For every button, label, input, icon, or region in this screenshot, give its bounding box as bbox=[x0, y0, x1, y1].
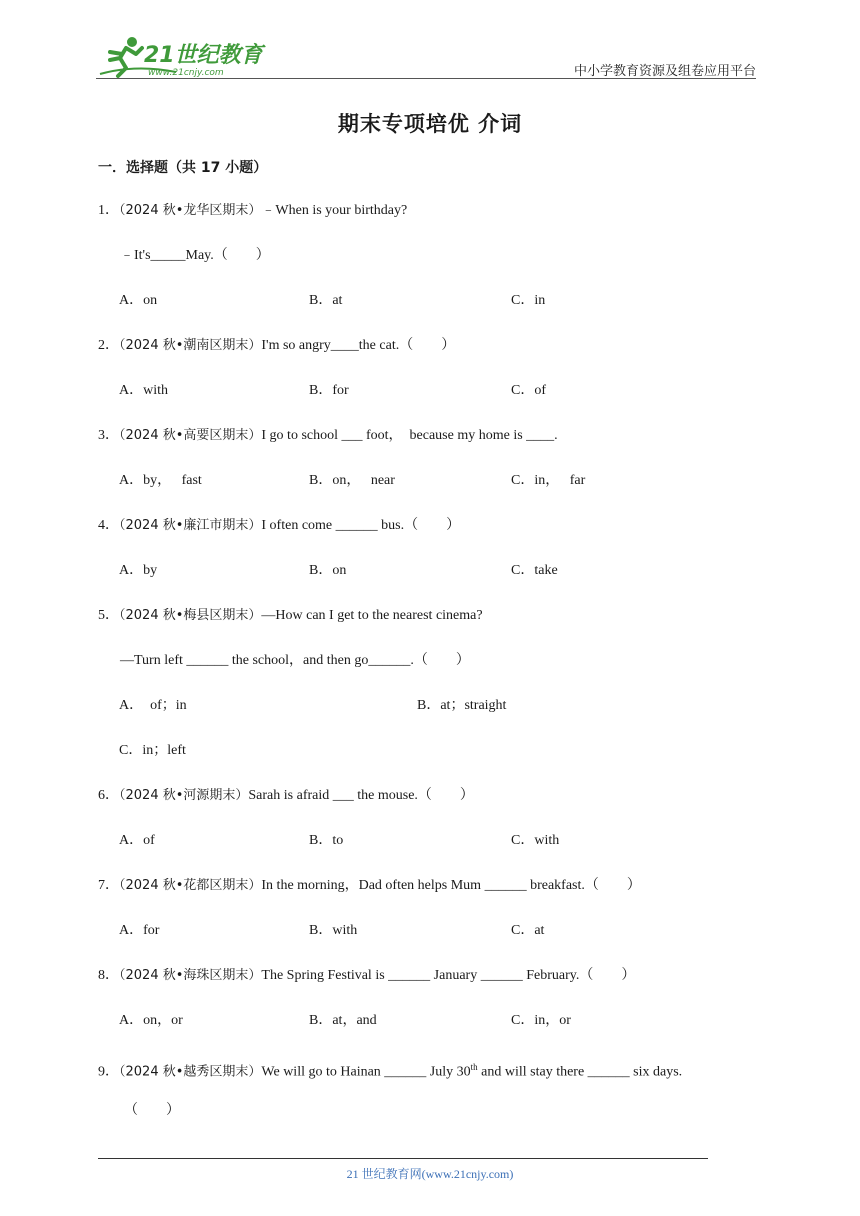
question-9 bbox=[98, 1058, 682, 1082]
option-b[interactable]: B．on， near bbox=[309, 473, 395, 488]
option-b[interactable]: B．on bbox=[309, 563, 347, 578]
question-source: （2024 秋•潮南区期末） bbox=[119, 338, 262, 353]
ordinal-suffix: th bbox=[470, 1062, 478, 1072]
question-source: （2024 秋•廉江市期末） bbox=[119, 518, 262, 533]
question-stem: We will go to Hainan ______ July 30 bbox=[261, 1064, 471, 1080]
footer-link[interactable]: 21 世纪教育网(www.21cnjy.com) bbox=[346, 1167, 514, 1181]
question-5-line2: —Turn left ______ the school，and then go______.（ ） bbox=[120, 653, 470, 668]
question-stem: The Spring Festival is ______ January ______ February.（ ） bbox=[261, 968, 636, 983]
option-c[interactable]: C．at bbox=[511, 923, 545, 938]
svg-text:www.21cnjy.com: www.21cnjy.com bbox=[148, 68, 224, 78]
question-source: （2024 秋•河源期末） bbox=[119, 788, 249, 803]
option-b[interactable]: B．to bbox=[309, 833, 344, 848]
section-heading: 一．选择题（共 17 小题） bbox=[98, 160, 268, 176]
answer-parentheses: （ ） bbox=[124, 1103, 180, 1118]
question-1-line2: ﹣It's_____May.（ ） bbox=[120, 248, 270, 263]
question-stem: I often come ______ bus.（ ） bbox=[261, 518, 461, 533]
footer-divider bbox=[98, 1158, 708, 1159]
question-number: 8． bbox=[98, 968, 119, 983]
question-2 bbox=[98, 337, 455, 355]
option-c[interactable]: C．in， far bbox=[511, 473, 586, 488]
question-source: （2024 秋•高要区期末） bbox=[119, 428, 262, 443]
question-number: 2． bbox=[98, 338, 119, 353]
page-title: 期末专项培优 介词 bbox=[337, 112, 523, 136]
question-number: 3． bbox=[98, 428, 119, 443]
question-source: （2024 秋•花都区期末） bbox=[119, 878, 262, 893]
option-a[interactable]: A． of；in bbox=[119, 698, 187, 713]
platform-name: 中小学教育资源及组卷应用平台 bbox=[573, 64, 756, 79]
question-6 bbox=[98, 787, 474, 805]
option-a[interactable]: A．of bbox=[119, 833, 155, 848]
option-b[interactable]: B．for bbox=[309, 383, 349, 398]
question-stem-tail: and will stay there ______ six days. bbox=[477, 1064, 683, 1080]
option-c[interactable]: C．in bbox=[511, 293, 546, 308]
page-header bbox=[96, 34, 756, 80]
question-number: 1． bbox=[98, 203, 119, 218]
option-b[interactable]: B．at；straight bbox=[417, 698, 507, 713]
question-number: 5． bbox=[98, 608, 119, 623]
question-1 bbox=[98, 202, 407, 220]
question-stem: ﹣When is your birthday? bbox=[261, 203, 408, 218]
question-source: （2024 秋•越秀区期末） bbox=[119, 1064, 262, 1080]
question-stem: Sarah is afraid ___ the mouse.（ ） bbox=[248, 788, 474, 803]
option-a[interactable]: A．by bbox=[119, 563, 158, 578]
question-number: 4． bbox=[98, 518, 119, 533]
question-8 bbox=[98, 967, 635, 985]
option-c[interactable]: C．with bbox=[511, 833, 560, 848]
option-c[interactable]: C．in；left bbox=[119, 743, 186, 758]
question-5 bbox=[98, 607, 483, 625]
question-number: 7． bbox=[98, 878, 119, 893]
header-divider bbox=[96, 78, 756, 79]
option-b[interactable]: B．at bbox=[309, 293, 343, 308]
question-stem: I'm so angry____the cat.（ ） bbox=[261, 338, 456, 353]
question-number: 9． bbox=[98, 1064, 119, 1080]
site-logo bbox=[96, 34, 266, 78]
question-4 bbox=[98, 517, 460, 535]
option-a[interactable]: A．on，or bbox=[119, 1013, 183, 1028]
option-a[interactable]: A．for bbox=[119, 923, 160, 938]
svg-text:21世纪教育: 21世纪教育 bbox=[144, 43, 263, 68]
question-source: （2024 秋•梅县区期末） bbox=[119, 608, 262, 623]
option-c[interactable]: C．take bbox=[511, 563, 558, 578]
option-b[interactable]: B．at，and bbox=[309, 1013, 377, 1028]
question-3 bbox=[98, 427, 558, 445]
option-a[interactable]: A．on bbox=[119, 293, 158, 308]
question-stem: I go to school ___ foot， because my home is ____. bbox=[261, 428, 558, 443]
option-c[interactable]: C．of bbox=[511, 383, 546, 398]
option-c[interactable]: C．in，or bbox=[511, 1013, 571, 1028]
question-source: （2024 秋•海珠区期末） bbox=[119, 968, 262, 983]
option-a[interactable]: A．by， fast bbox=[119, 473, 202, 488]
question-stem: In the morning，Dad often helps Mum ______ breakfast.（ ） bbox=[261, 878, 641, 893]
question-number: 6． bbox=[98, 788, 119, 803]
question-stem: —How can I get to the nearest cinema? bbox=[261, 608, 483, 623]
option-a[interactable]: A．with bbox=[119, 383, 168, 398]
question-source: （2024 秋•龙华区期末） bbox=[119, 203, 262, 218]
question-7 bbox=[98, 877, 641, 895]
option-b[interactable]: B．with bbox=[309, 923, 358, 938]
